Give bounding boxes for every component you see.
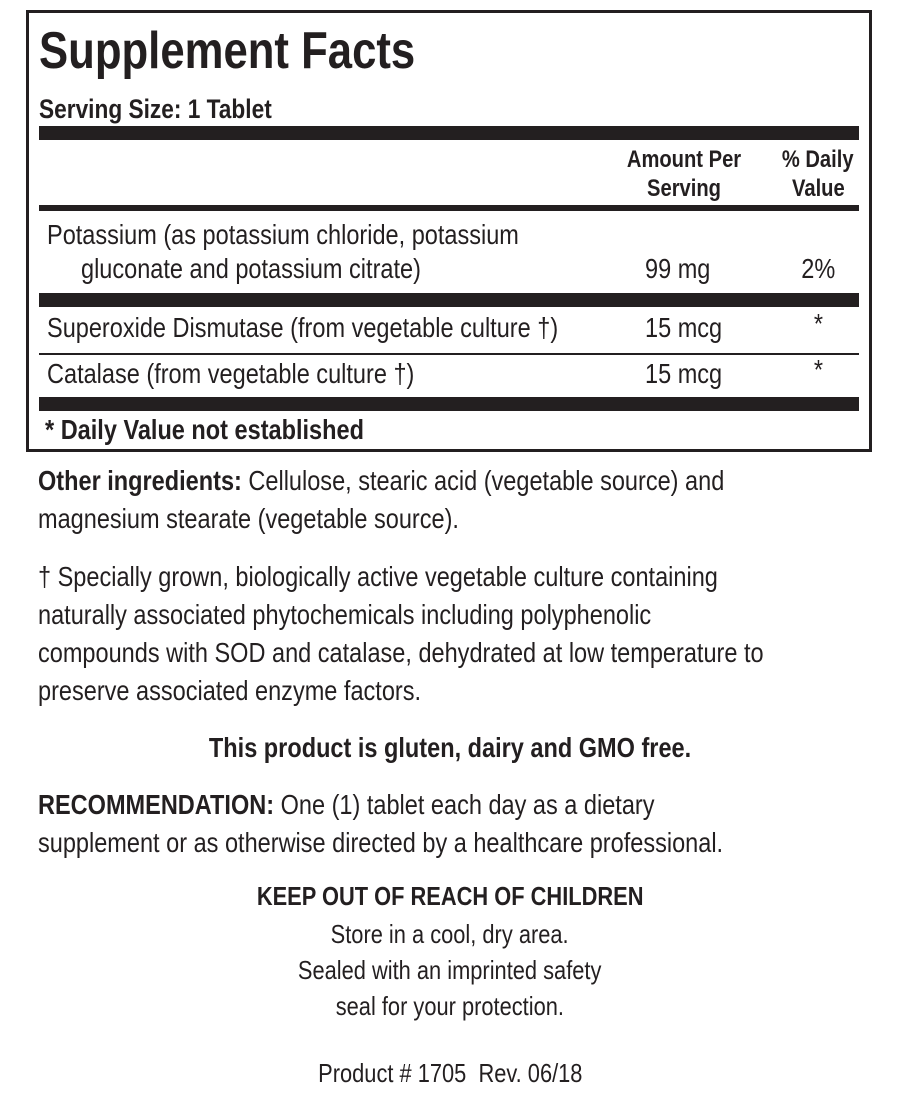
warning-heading: KEEP OUT OF REACH OF CHILDREN bbox=[256, 881, 644, 911]
supplement-facts-panel bbox=[26, 10, 872, 452]
daily-value-footnote: * Daily Value not established bbox=[45, 414, 364, 445]
recommendation: RECOMMENDATION: One (1) tablet each day as a dietary supplement or as otherwise directed by a healthcare professional. bbox=[38, 789, 724, 858]
other-ingredients: Other ingredients: Cellulose, stearic acid (vegetable source) and magnesium stearate (vegetable source). bbox=[38, 465, 725, 534]
row-divider bbox=[39, 353, 859, 355]
dagger-footnote: † Specially grown, biologically active vegetable culture containing naturally associated phytochemicals including polyphenolic compounds with SOD and catalase, dehydrated at low temperature to preserve associated enzyme factors. bbox=[38, 561, 764, 706]
recommendation-text: One (1) tablet each day as a dietary bbox=[274, 789, 655, 820]
amount-superoxide-dismutase: 15 mcg bbox=[645, 312, 723, 343]
thick-divider-middle bbox=[39, 293, 859, 307]
storage-instructions: Store in a cool, dry area. Sealed with an imprinted safety seal for your protection. bbox=[298, 919, 602, 1021]
facts-title: Supplement Facts bbox=[39, 22, 416, 80]
nutrient-name-potassium: Potassium (as potassium chloride, potassium gluconate and potassium citrate) bbox=[47, 219, 519, 284]
dv-potassium: 2% bbox=[801, 253, 835, 284]
recommendation-label: RECOMMENDATION: bbox=[38, 789, 275, 820]
thick-divider-bottom bbox=[39, 397, 859, 411]
thick-divider-top bbox=[39, 126, 859, 140]
nutrient-name-catalase: Catalase (from vegetable culture †) bbox=[47, 358, 415, 389]
other-ingredients-text: Cellulose, stearic acid (vegetable source) and bbox=[241, 465, 725, 496]
dv-superoxide-dismutase: * bbox=[813, 308, 823, 339]
other-ingredients-label: Other ingredients: bbox=[38, 465, 242, 496]
dv-catalase: * bbox=[813, 354, 823, 385]
serving-size: Serving Size: 1 Tablet bbox=[39, 94, 272, 124]
header-amount-per-serving: Amount Per Serving bbox=[626, 146, 742, 202]
allergen-free-statement: This product is gluten, dairy and GMO free. bbox=[208, 732, 692, 763]
amount-potassium: 99 mg bbox=[645, 253, 711, 284]
product-number: Product # 1705 Rev. 06/18 bbox=[317, 1058, 583, 1088]
header-divider bbox=[39, 205, 859, 211]
amount-catalase: 15 mcg bbox=[645, 358, 723, 389]
header-daily-value: % Daily Value bbox=[782, 146, 854, 202]
nutrient-name-superoxide-dismutase: Superoxide Dismutase (from vegetable culture †) bbox=[47, 312, 559, 343]
